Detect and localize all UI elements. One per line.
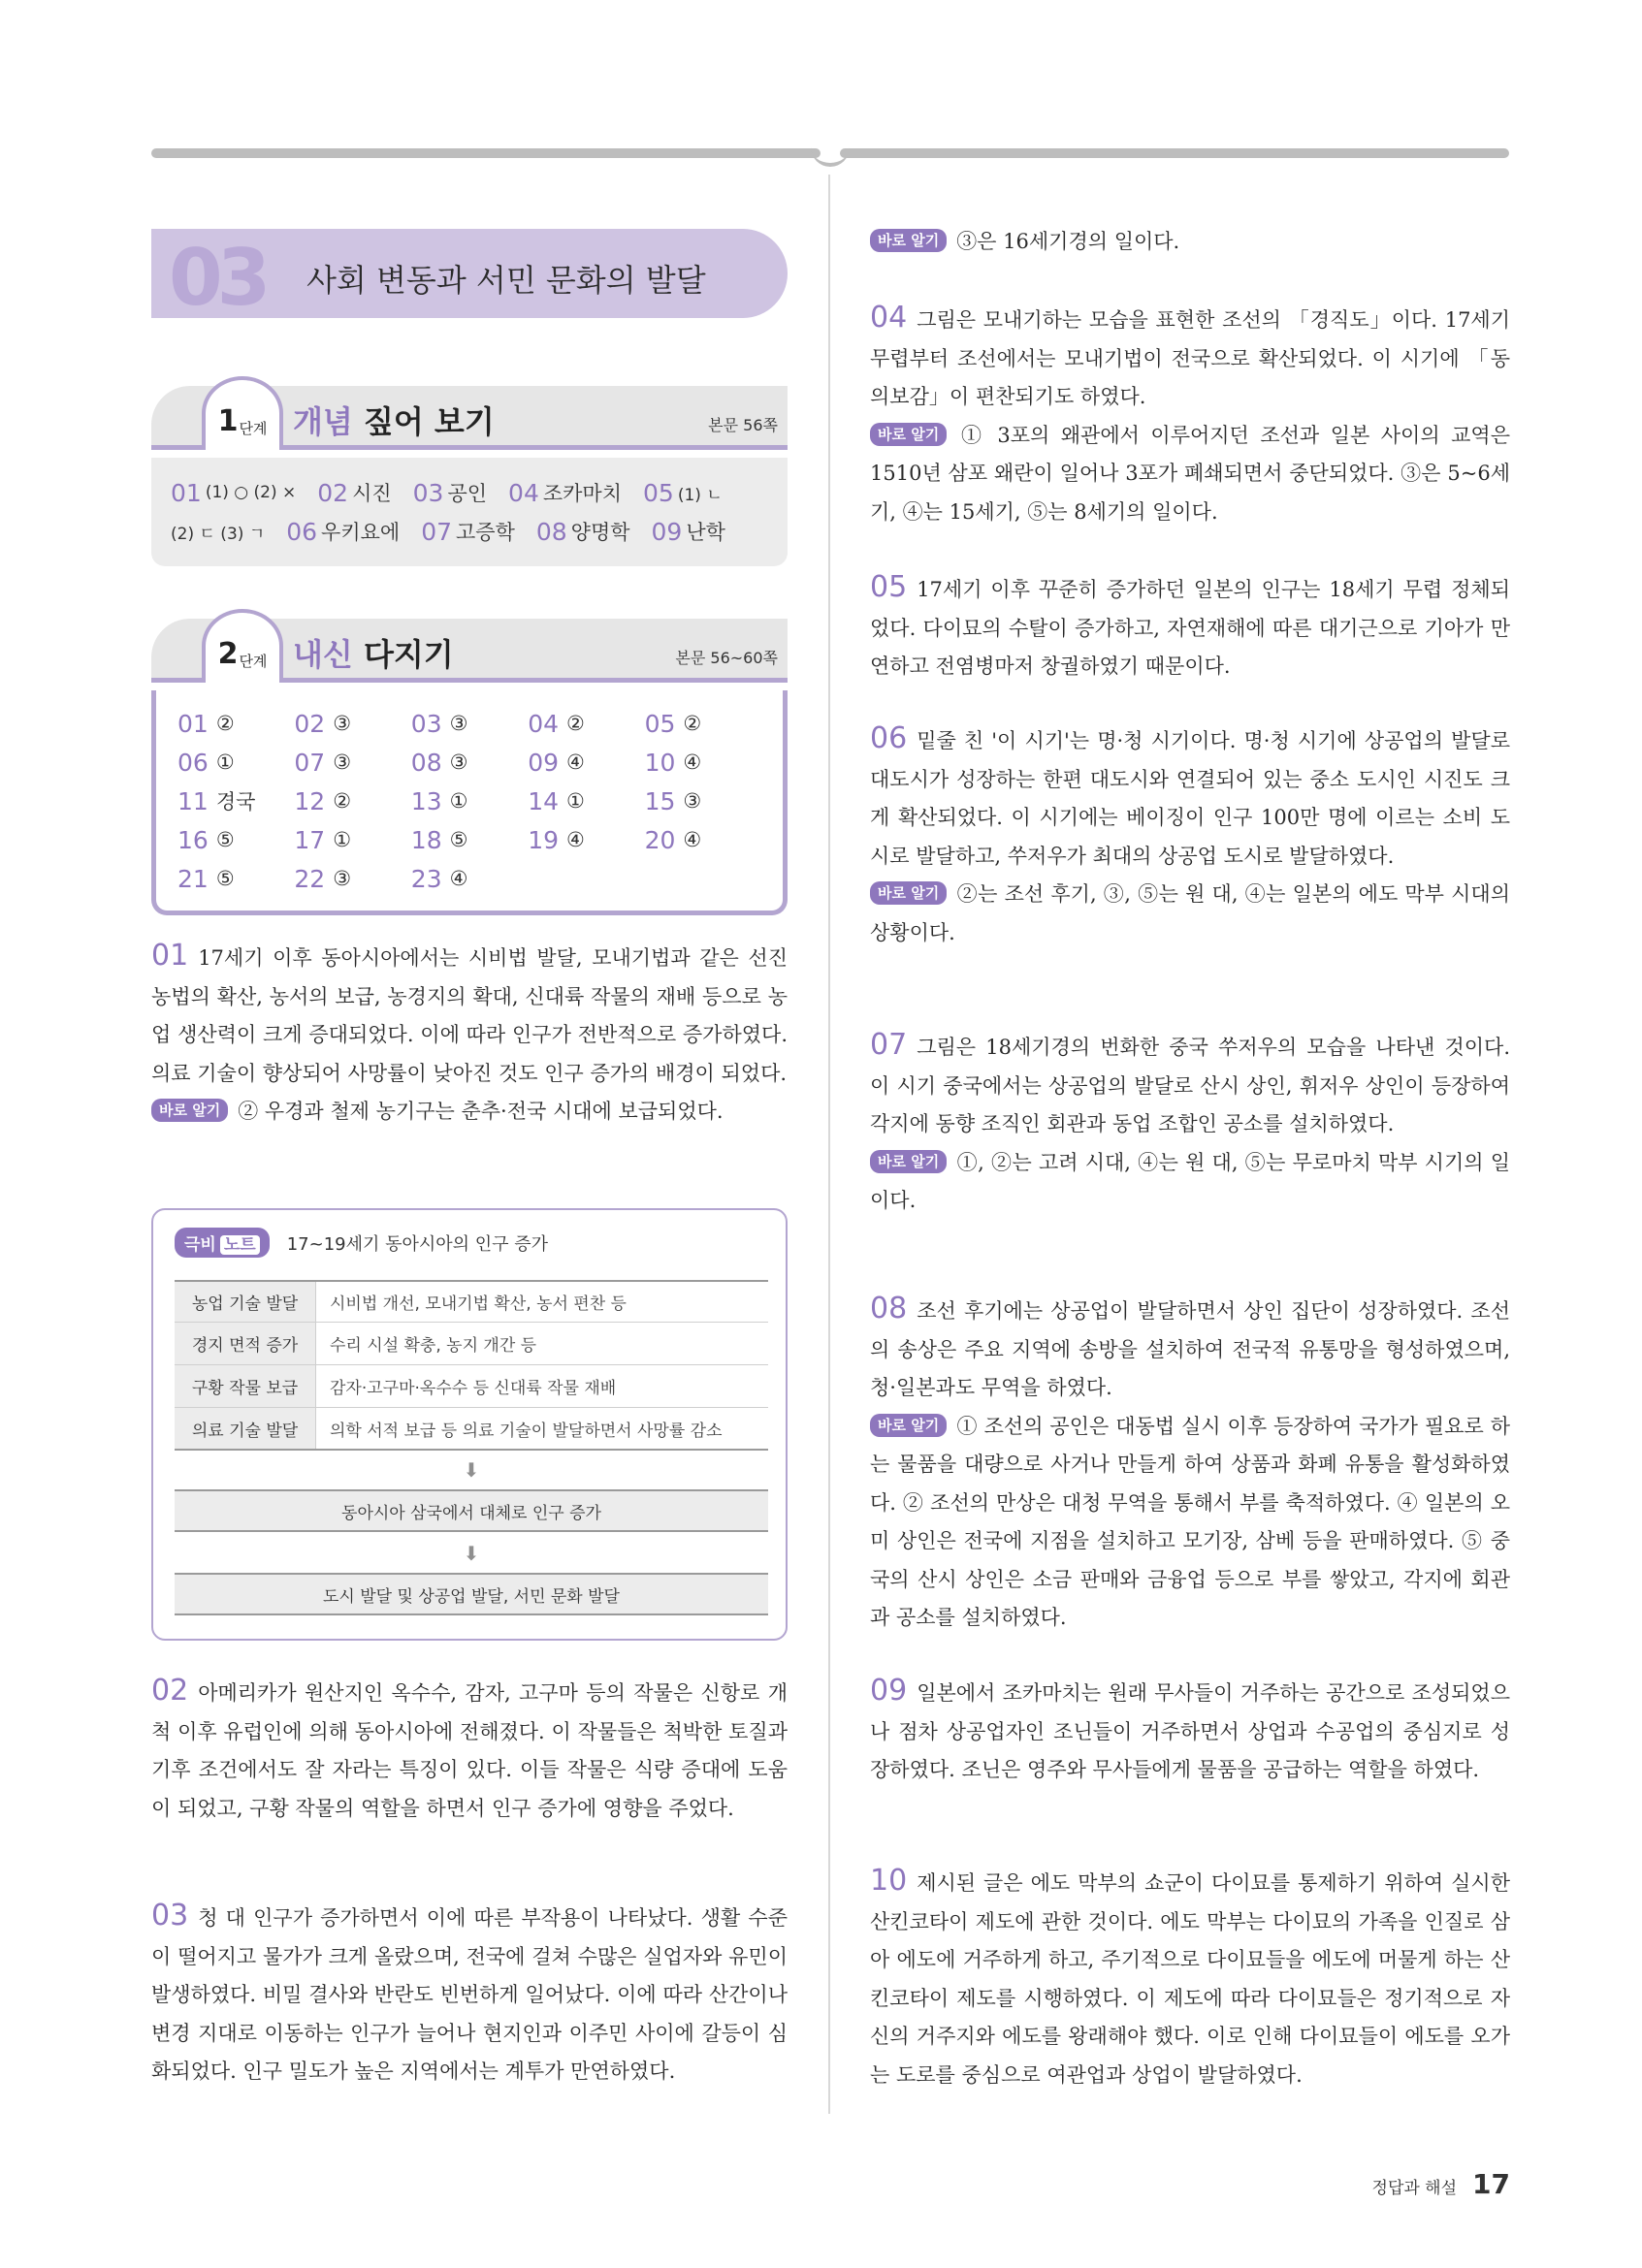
question-number: 04 — [528, 709, 559, 738]
note-row-head: 경지 면적 증가 — [175, 1323, 316, 1364]
question-number: 03 — [412, 478, 444, 507]
answer-item — [411, 743, 528, 782]
note-row — [175, 1280, 768, 1323]
explanation-number: 01 — [151, 939, 189, 973]
explanation-text: 그림은 모내기하는 모습을 표현한 조선의 「경직도」이다. 17세기 무렵부터 조선에서는 모내기법이 전국으로 확산되었다. 이 시기에 「동의보감」이 편찬되기도 하였다. — [870, 308, 1510, 408]
explanation-number: 05 — [870, 570, 908, 604]
answer-item — [177, 820, 294, 859]
answer-text: 고증학 — [456, 521, 515, 544]
answer-item — [411, 782, 528, 820]
answer-text: ④ — [683, 828, 702, 851]
note-badge-inv: 노트 — [220, 1235, 260, 1255]
correction-03 — [870, 223, 1510, 262]
step1-title-rest: 짚어 보기 — [352, 403, 495, 440]
chapter-title: 사회 변동과 서민 문화의 발달 — [306, 262, 706, 299]
note-result-1: 동아시아 삼국에서 대체로 인구 증가 — [175, 1489, 768, 1532]
explanation-number: 07 — [870, 1028, 908, 1062]
explanation-02 — [151, 1672, 788, 1828]
answer-item — [294, 782, 410, 820]
note-row — [175, 1365, 768, 1408]
answer-item — [528, 743, 644, 782]
explanation-03 — [151, 1897, 788, 2092]
answer-item — [645, 743, 761, 782]
correction-tag: 바로 알기 — [870, 423, 947, 446]
answer-item — [294, 704, 410, 743]
explanation-04 — [870, 299, 1510, 531]
step2-answers — [151, 690, 788, 915]
chapter-number-text: 03 — [169, 233, 266, 323]
question-number: 05 — [644, 709, 676, 738]
explanation-text: 아메리카가 원산지인 옥수수, 감자, 고구마 등의 작물은 신항로 개척 이후 유럽인에 의해 동아시아에 전해졌다. 이 작물들은 척박한 토질과 기후 조건에서도 잘 자라는 특징이 있다. 이들 작물은 식량 증대에 도움이 되었고, 구황 작물의 역할을 하면서 인구 증가에 영향을 주었다. — [151, 1681, 788, 1820]
answer-item — [528, 704, 644, 743]
note-row-detail: 의학 서적 보급 등 의료 기술이 발달하면서 사망률 감소 — [330, 1421, 723, 1441]
question-number: 07 — [421, 517, 452, 546]
answer-text: ④ — [683, 751, 702, 774]
step2-header — [151, 609, 788, 687]
answer-text: ② — [215, 712, 235, 735]
explanation-10 — [870, 1862, 1510, 2094]
answer-text: ⑤ — [215, 828, 235, 851]
answer-item — [645, 704, 761, 743]
arrow-down-icon: ⬇ — [463, 1458, 480, 1482]
question-number: 12 — [294, 786, 326, 815]
answer-text: (1) ㄴ — [677, 485, 723, 505]
explanation-text: 일본에서 조카마치는 원래 무사들이 거주하는 공간으로 조성되었으나 점차 상공업자인 조닌들이 거주하면서 상업과 수공업의 중심지로 성장하였다. 조닌은 영주와 무사들에게 물품을 공급하는 역할을 하였다. — [870, 1681, 1510, 1781]
question-number: 17 — [294, 825, 326, 854]
explanation-number: 06 — [870, 721, 908, 755]
correction-text: ①, ②는 고려 시대, ④는 원 대, ⑤는 무로마치 막부 시기의 일이다. — [870, 1150, 1510, 1212]
step1-num: 1 — [217, 404, 239, 438]
answer-item — [411, 820, 528, 859]
answer-item — [171, 520, 265, 544]
answer-item — [645, 820, 761, 859]
answer-item — [528, 820, 644, 859]
explanation-number: 08 — [870, 1292, 908, 1326]
arrow-down-icon: ⬇ — [463, 1542, 480, 1565]
step1-header — [151, 376, 788, 454]
answer-item — [645, 782, 761, 820]
answer-text: 양명학 — [570, 521, 630, 544]
answer-text: ④ — [566, 751, 585, 774]
note-row-detail: 시비법 개선, 모내기법 확산, 농서 편찬 등 — [330, 1294, 627, 1314]
correction-text: ③은 16세기경의 일이다. — [956, 230, 1180, 253]
answer-item — [411, 859, 528, 898]
step1-row — [171, 512, 768, 551]
question-number: 22 — [294, 864, 326, 893]
correction-tag: 바로 알기 — [151, 1099, 228, 1122]
explanation-09 — [870, 1672, 1510, 1790]
question-number: 08 — [410, 748, 442, 777]
question-number: 02 — [294, 709, 326, 738]
note-row-detail: 감자·고구마·옥수수 등 신대륙 작물 재배 — [330, 1379, 617, 1398]
answer-item — [652, 517, 725, 546]
correction-text: ① 3포의 왜관에서 이루어지던 조선과 일본 사이의 교역은 1510년 삼포 왜란이 일어나 3포가 폐쇄되면서 중단되었다. ③은 5~6세기, ④는 15세기, ⑤는 8세기의 일이다. — [870, 423, 1510, 524]
answer-text: 시진 — [352, 482, 392, 505]
answer-text: (1) ○ (2) × — [205, 483, 297, 502]
answer-item — [413, 478, 487, 507]
column-divider — [828, 175, 830, 2114]
note-badge — [175, 1228, 270, 1258]
question-number: 08 — [535, 517, 567, 546]
question-number: 02 — [317, 478, 349, 507]
answer-item — [294, 820, 410, 859]
step2-unit: 단계 — [239, 653, 268, 670]
answer-text: ① — [566, 789, 585, 813]
chapter-number — [169, 233, 265, 323]
correction-tag: 바로 알기 — [870, 1414, 947, 1437]
top-rule-right — [840, 148, 1509, 158]
question-number: 04 — [508, 478, 539, 507]
note-row-head: 농업 기술 발달 — [175, 1282, 316, 1322]
answer-text: ③ — [683, 789, 702, 813]
answer-item — [536, 517, 630, 546]
explanation-text: 그림은 18세기경의 번화한 중국 쑤저우의 모습을 나타낸 것이다. 이 시기 중국에서는 상공업의 발달로 산시 상인, 휘저우 상인이 등장하여 각지에 동향 조직인 회관과 동업 조합인 공소를 설치하였다. — [870, 1036, 1510, 1135]
step2-badge — [202, 609, 283, 683]
answer-text: ③ — [333, 867, 352, 890]
explanation-number: 10 — [870, 1864, 908, 1898]
step1-row — [171, 473, 768, 512]
answer-item — [528, 782, 644, 820]
correction-tag: 바로 알기 — [870, 229, 947, 252]
step1-badge — [202, 376, 283, 450]
answer-item — [171, 479, 296, 507]
answer-item — [411, 704, 528, 743]
question-number: 23 — [410, 864, 442, 893]
answer-text: ① — [333, 828, 352, 851]
step2-ref: 본문 56~60쪽 — [675, 649, 778, 667]
question-number: 13 — [410, 786, 442, 815]
answer-item — [177, 743, 294, 782]
answer-text: ④ — [449, 867, 468, 890]
answer-item — [286, 517, 400, 546]
answer-item — [177, 859, 294, 898]
page-footer — [1372, 2168, 1510, 2200]
answer-text: 우키요에 — [321, 521, 401, 544]
note-header — [175, 1228, 548, 1258]
step2-grid — [177, 704, 761, 898]
step1-unit: 단계 — [239, 420, 268, 437]
note-box — [151, 1208, 788, 1641]
explanation-text: 17세기 이후 동아시아에서는 시비법 발달, 모내기법과 같은 선진 농법의 확산, 농서의 보급, 농경지의 확대, 신대륙 작물의 재배 등으로 농업 생산력이 크게 증대되었다. 이에 따라 인구가 전반적으로 증가하였다. 의료 기술이 향상되어 사망률이 낮아진 것도 인구 증가의 배경이 되었다. — [151, 946, 788, 1085]
question-number: 16 — [177, 825, 209, 854]
explanation-08 — [870, 1290, 1510, 1638]
answer-text: ③ — [333, 751, 352, 774]
answer-text: ② — [566, 712, 585, 735]
note-row-head: 구황 작물 보급 — [175, 1365, 316, 1407]
step1-title-hl: 개념 — [293, 403, 353, 440]
answer-text: 조카마치 — [542, 482, 623, 505]
answer-item — [294, 859, 410, 898]
explanation-06 — [870, 719, 1510, 952]
correction-text: ②는 조선 후기, ③, ⑤는 원 대, ④는 일본의 에도 막부 시대의 상황이다. — [870, 882, 1510, 944]
question-number: 19 — [528, 825, 559, 854]
question-number: 09 — [651, 517, 683, 546]
question-number: 21 — [177, 864, 209, 893]
note-badge-text: 극비 — [184, 1235, 216, 1255]
explanation-number: 04 — [870, 301, 908, 335]
step2-title-rest: 다지기 — [352, 636, 454, 673]
answer-text: 공인 — [447, 482, 488, 505]
note-table — [175, 1280, 768, 1451]
answer-text: ② — [333, 789, 352, 813]
answer-item — [421, 517, 515, 546]
explanation-number: 02 — [151, 1674, 189, 1708]
answer-item — [508, 478, 622, 507]
answer-text: ① — [215, 751, 235, 774]
note-row-head: 의료 기술 발달 — [175, 1408, 316, 1449]
footer-text: 정답과 해설 — [1371, 2179, 1458, 2198]
answer-text: ③ — [449, 751, 468, 774]
explanation-text: 조선 후기에는 상공업이 발달하면서 상인 집단이 성장하였다. 조선의 송상은 주요 지역에 송방을 설치하여 전국적 유통망을 형성하였으며, 청·일본과도 무역을 하였다. — [870, 1299, 1510, 1399]
answer-item — [177, 704, 294, 743]
correction-text: ① 조선의 공인은 대동법 실시 이후 등장하여 국가가 필요로 하는 물품을 대량으로 사거나 만들게 하여 상품과 화폐 유통을 활성화하였다. ② 조선의 만상은 대청 무역을 통해서 부를 축적하였다. ④ 일본의 오미 상인은 전국에 지점을 설치하고 모기장, 삼베 등을 판매하였다. ⑤ 중국의 산시 상인은 소금 판매와 금융업 등으로 부를 쌓았고, 각지에 회관과 공소를 설치하였다. — [870, 1414, 1510, 1629]
correction-tag: 바로 알기 — [870, 881, 947, 905]
question-number: 05 — [643, 478, 674, 507]
correction-text: ② 우경과 철제 농기구는 춘추·전국 시대에 보급되었다. — [238, 1100, 724, 1123]
answer-text: ② — [683, 712, 702, 735]
answer-text: ③ — [449, 712, 468, 735]
answer-item — [294, 743, 410, 782]
step2-title-hl: 내신 — [293, 636, 353, 673]
answer-text: ④ — [566, 828, 585, 851]
step2-title — [293, 630, 454, 675]
explanation-text: 제시된 글은 에도 막부의 쇼군이 다이묘를 통제하기 위하여 실시한 산킨코타이 제도에 관한 것이다. 에도 막부는 다이묘의 가족을 인질로 삼아 에도에 거주하게 하고, 주기적으로 다이묘들을 에도에 머물게 하는 산킨코타이 제도를 시행하였다. 이 제도에 따라 다이묘들은 정기적으로 자신의 거주지와 에도를 왕래해야 했다. 이로 인해 다이묘들이 에도를 오가는 도로를 중심으로 여관업과 상업이 발달하였다. — [870, 1871, 1510, 2087]
question-number: 03 — [410, 709, 442, 738]
question-number: 20 — [644, 825, 676, 854]
question-number: 09 — [528, 748, 559, 777]
explanation-text: 밑줄 친 '이 시기'는 명·청 시기이다. 명·청 시기에 상공업의 발달로 대도시가 성장하는 한편 대도시와 연결되어 있는 중소 도시인 시진도 크게 확산되었다. 이 시기에는 베이징이 인구 100만 명에 이르는 소비 도시로 발달하고, 쑤저우가 최대의 상공업 도시로 발달하였다. — [870, 729, 1510, 868]
page-number: 17 — [1472, 2168, 1510, 2200]
answer-item — [643, 479, 723, 507]
step1-answers — [151, 458, 788, 566]
question-number: 07 — [294, 748, 326, 777]
step1-title — [293, 398, 495, 442]
note-result-2: 도시 발달 및 상공업 발달, 서민 문화 발달 — [175, 1573, 768, 1615]
answer-text: ⑤ — [215, 867, 235, 890]
note-title: 17~19세기 동아시아의 인구 증가 — [286, 1233, 549, 1255]
answer-text: ③ — [333, 712, 352, 735]
chapter-header — [151, 229, 788, 323]
question-number: 10 — [644, 748, 676, 777]
explanation-text: 17세기 이후 꾸준히 증가하던 일본의 인구는 18세기 무렵 정체되었다. 다이묘의 수탈이 증가하고, 자연재해에 따른 대기근으로 기아가 만연하고 전염병마저 창궐하였기 때문이다. — [870, 578, 1510, 678]
answer-item — [317, 478, 391, 507]
explanation-number: 03 — [151, 1899, 189, 1933]
step2-num: 2 — [217, 637, 239, 671]
answer-text: (2) ㄷ (3) ㄱ — [171, 524, 266, 544]
answer-text: ① — [449, 789, 468, 813]
question-number: 18 — [410, 825, 442, 854]
answer-text: 경국 — [215, 790, 256, 814]
note-row — [175, 1323, 768, 1365]
question-number: 06 — [286, 517, 318, 546]
question-number: 14 — [528, 786, 559, 815]
note-row — [175, 1408, 768, 1451]
question-number: 15 — [644, 786, 676, 815]
explanation-05 — [870, 568, 1510, 687]
step1-ref: 본문 56쪽 — [708, 416, 778, 434]
explanation-text: 청 대 인구가 증가하면서 이에 따른 부작용이 나타났다. 생활 수준이 떨어지고 물가가 크게 올랐으며, 전국에 걸쳐 수많은 실업자와 유민이 발생하였다. 비밀 결사와 반란도 빈번하게 일어났다. 이에 따라 산간이나 변경 지대로 이동하는 인구가 늘어나 현지인과 이주민 사이에 갈등이 심화되었다. 인구 밀도가 높은 지역에서는 계투가 만연하였다. — [151, 1906, 788, 2083]
question-number: 01 — [177, 709, 209, 738]
correction-tag: 바로 알기 — [870, 1150, 947, 1173]
top-rule-left — [151, 148, 821, 158]
question-number: 11 — [177, 786, 209, 815]
answer-text: 난학 — [686, 521, 725, 544]
question-number: 06 — [177, 748, 209, 777]
explanation-07 — [870, 1026, 1510, 1221]
question-number: 01 — [171, 478, 202, 507]
answer-text: ⑤ — [449, 828, 468, 851]
explanation-01 — [151, 937, 788, 1132]
explanation-number: 09 — [870, 1674, 908, 1708]
note-row-detail: 수리 시설 확충, 농지 개간 등 — [330, 1336, 537, 1356]
answer-item — [177, 782, 294, 820]
